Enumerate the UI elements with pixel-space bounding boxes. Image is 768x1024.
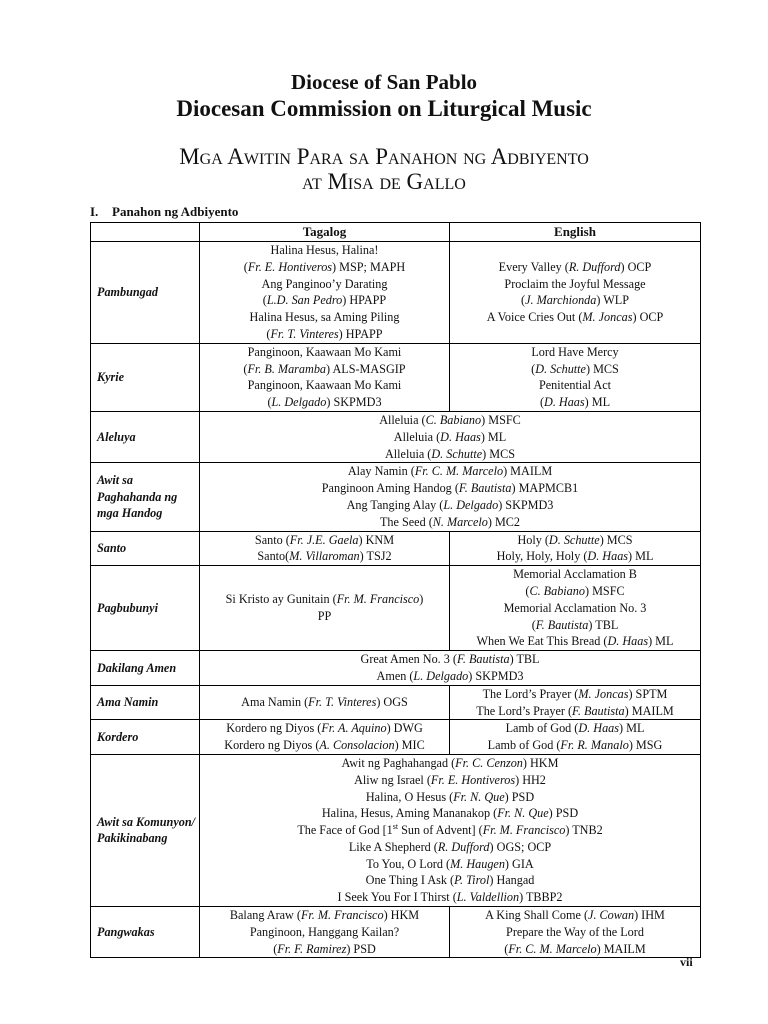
shared-songs-cell xyxy=(200,463,701,531)
song-text: ( xyxy=(266,326,271,341)
header-empty-cell xyxy=(91,223,200,242)
english-songs-cell xyxy=(450,907,701,958)
song-text: ) MCS xyxy=(482,446,515,461)
song-entry-line xyxy=(202,377,447,394)
song-entry-line xyxy=(202,361,447,378)
song-text: ) HPAPP xyxy=(338,326,383,341)
composer-name: F. Bautista xyxy=(456,652,510,667)
song-text: Panginoon, Kaawaan Mo Kami xyxy=(247,378,402,393)
composer-name: L. Delgado xyxy=(443,497,499,512)
composer-name: Fr. M. Francisco xyxy=(300,908,384,923)
song-entry-line xyxy=(202,394,447,411)
song-text: Panginoon, Kaawaan Mo Kami xyxy=(247,344,402,359)
row-label: Pangwakas xyxy=(91,907,200,958)
composer-name: J. Marchionda xyxy=(525,293,597,308)
song-entry-line xyxy=(202,907,447,924)
song-entry-line xyxy=(202,924,447,941)
song-entry-line xyxy=(202,548,447,565)
song-entry-line xyxy=(452,566,698,583)
song-text: ( xyxy=(539,395,545,410)
song-text: PP xyxy=(317,609,332,624)
song-entry-line xyxy=(202,276,447,293)
composer-name: P. Tirol xyxy=(454,873,490,888)
song-text: ) TBL xyxy=(509,652,540,667)
song-entry-line xyxy=(452,617,698,634)
song-text: Ang Panginoo’y Darating xyxy=(261,276,388,291)
table-row-awit-sa-komunyon-pakikinabang xyxy=(91,754,701,906)
song-text: When We Eat This Bread ( xyxy=(476,634,608,649)
composer-name: D. Schutte xyxy=(431,446,483,461)
song-entry-line xyxy=(452,394,698,411)
song-text: Alay Namin ( xyxy=(347,464,415,479)
song-text: ( xyxy=(504,941,509,956)
composer-name: L. Delgado xyxy=(413,668,469,683)
composer-name: D. Haas xyxy=(440,429,481,444)
song-entry-line xyxy=(452,907,698,924)
song-text: ) PSD xyxy=(504,789,535,804)
song-text: ) ALS-MASGIP xyxy=(326,361,406,376)
row-label: Awit sa Komunyon/ Pakikinabang xyxy=(91,754,200,906)
song-entry-line xyxy=(452,548,698,565)
composer-name: M. Joncas xyxy=(582,310,633,325)
song-text: ) ML xyxy=(619,721,645,736)
song-entry-line xyxy=(452,686,698,703)
song-text: ( xyxy=(531,361,536,376)
song-text: Lord Have Mercy xyxy=(531,344,619,359)
song-text: ( xyxy=(521,293,526,308)
song-text: ) ML xyxy=(648,634,674,649)
song-entry-line xyxy=(202,429,698,446)
song-text: ) PSD xyxy=(548,806,579,821)
table-row-aleluya xyxy=(91,411,701,462)
song-text: ) DWG xyxy=(386,721,423,736)
table-row-pangwakas xyxy=(91,907,701,958)
composer-name: Fr. T. Vinteres xyxy=(270,326,339,341)
song-text: ) SPTM xyxy=(628,686,668,701)
composer-name: D. Schutte xyxy=(548,532,600,547)
song-text: ) HKM xyxy=(383,908,420,923)
song-text: ) MSG xyxy=(628,738,663,753)
song-text: ) TNB2 xyxy=(565,823,603,838)
song-text: Proclaim the Joyful Message xyxy=(504,276,646,291)
song-text: ) PSD xyxy=(346,941,376,956)
song-text: ) IHM xyxy=(634,908,665,923)
song-entry-line xyxy=(452,600,698,617)
row-label: Kyrie xyxy=(91,343,200,411)
song-text: ) HKM xyxy=(522,755,559,770)
song-text: ) MSP; MAPH xyxy=(332,259,406,274)
composer-name: Fr. T. Vinteres xyxy=(308,695,377,710)
tagalog-songs-cell xyxy=(200,720,450,755)
song-entry-line xyxy=(202,755,698,772)
composer-name: Fr. M. Francisco xyxy=(336,592,420,607)
song-entry-line xyxy=(452,309,698,326)
composer-name: D. Haas xyxy=(578,721,620,736)
composer-name: Fr. N. Que xyxy=(497,806,549,821)
song-text: Sun of Advent] ( xyxy=(398,823,483,838)
song-table-body xyxy=(91,242,701,958)
song-text: Prepare the Way of the Lord xyxy=(506,924,644,939)
tagalog-songs-cell xyxy=(200,343,450,411)
table-header-row xyxy=(91,223,701,242)
song-text: ) SKPMD3 xyxy=(498,497,554,512)
section-heading xyxy=(90,204,238,220)
song-entry-line xyxy=(202,872,698,889)
song-entry-line xyxy=(452,532,698,549)
document-title-line-1: Mga Awitin Para sa Panahon ng Adbiyento xyxy=(179,144,589,169)
song-text: Halina, Hesus, Aming Mananakop ( xyxy=(321,806,498,821)
song-entry-line xyxy=(452,924,698,941)
song-entry-line xyxy=(202,720,447,737)
song-text: Santo( xyxy=(257,549,290,564)
composer-name: F. Bautista xyxy=(572,703,625,718)
song-text: Every Valley ( xyxy=(498,259,569,274)
english-songs-cell xyxy=(450,343,701,411)
song-text: ) OGS; OCP xyxy=(489,839,552,854)
english-songs-cell xyxy=(450,566,701,651)
song-entry-line xyxy=(452,941,698,958)
song-entry-line xyxy=(452,344,698,361)
song-text: Awit ng Paghahangad ( xyxy=(341,755,456,770)
song-text: ) TSJ2 xyxy=(359,549,392,564)
song-entry-line xyxy=(452,276,698,293)
composer-name: R. Dufford xyxy=(437,839,490,854)
composer-name: Fr. C. Cenzon xyxy=(455,755,523,770)
song-text: ) Hangad xyxy=(489,873,535,888)
song-text: ) MAILM xyxy=(596,941,646,956)
composer-name: Fr. C. M. Marcelo xyxy=(508,941,597,956)
song-entry-line xyxy=(452,737,698,754)
song-text: Penitential Act xyxy=(538,378,612,393)
column-header-tagalog: Tagalog xyxy=(200,223,450,242)
song-text: ( xyxy=(262,293,267,308)
song-text: ) KNM xyxy=(358,532,395,547)
song-text: ) SKPMD3 xyxy=(468,668,524,683)
composer-name: R. Dufford xyxy=(568,259,621,274)
song-entry-line xyxy=(202,737,447,754)
song-entry-line xyxy=(202,651,698,668)
song-text: ) MAPMCB1 xyxy=(511,481,579,496)
song-text: ) MCS xyxy=(599,532,633,547)
song-text: A Voice Cries Out ( xyxy=(486,310,583,325)
composer-name: M. Villaroman xyxy=(289,549,360,564)
composer-name: Fr. F. Ramirez xyxy=(277,941,347,956)
song-text: I Seek You For I Thirst ( xyxy=(337,890,457,905)
song-entry-line xyxy=(202,941,447,958)
song-entry-line xyxy=(202,292,447,309)
section-title: Panahon ng Adbiyento xyxy=(112,204,239,219)
composer-name: Fr. B. Maramba xyxy=(247,361,327,376)
document-title-line-2: at Misa de Gallo xyxy=(302,169,466,194)
song-text: ) xyxy=(419,592,424,607)
row-label: Awit sa Paghahanda ng mga Handog xyxy=(91,463,200,531)
song-entry-line xyxy=(202,480,698,497)
composer-name: L. Valdellion xyxy=(456,890,520,905)
song-text: Great Amen No. 3 ( xyxy=(360,652,457,667)
song-text: Like A Shepherd ( xyxy=(348,839,438,854)
composer-name: Fr. J.E. Gaela xyxy=(289,532,359,547)
song-text: Alleluia ( xyxy=(379,412,426,427)
composer-name: D. Haas xyxy=(587,549,629,564)
row-label: Kordero xyxy=(91,720,200,755)
song-text: Ama Namin ( xyxy=(241,695,309,710)
song-entry-line xyxy=(452,361,698,378)
song-text: ( xyxy=(243,259,248,274)
section-number: I. xyxy=(90,204,99,219)
song-entry-line xyxy=(202,242,447,259)
song-entry-line xyxy=(202,694,447,711)
song-text: Si Kristo ay Gunitain ( xyxy=(225,592,337,607)
composer-name: Fr. E. Hontiveros xyxy=(430,772,516,787)
song-entry-line xyxy=(452,720,698,737)
column-header-english: English xyxy=(450,223,701,242)
row-label: Santo xyxy=(91,531,200,566)
tagalog-songs-cell xyxy=(200,907,450,958)
song-entry-line xyxy=(202,309,447,326)
song-entry-line xyxy=(202,412,698,429)
song-text: ) MAILM xyxy=(624,703,674,718)
song-entry-line xyxy=(202,497,698,514)
song-entry-line xyxy=(202,259,447,276)
composer-name: A. Consolacion xyxy=(319,738,395,753)
table-row-kordero xyxy=(91,720,701,755)
song-text: ) ML xyxy=(480,429,507,444)
shared-songs-cell xyxy=(200,411,701,462)
song-text: Halina Hesus, Halina! xyxy=(270,243,379,257)
song-text: The Lord’s Prayer ( xyxy=(482,686,579,701)
tagalog-songs-cell xyxy=(200,685,450,720)
table-row-awit-sa-paghahanda-ng-mga-handog xyxy=(91,463,701,531)
song-text: Panginoon, Hanggang Kailan? xyxy=(249,924,400,939)
composer-name: Fr. M. Francisco xyxy=(482,823,566,838)
song-text: ) MAILM xyxy=(503,464,553,479)
composer-name: Fr. R. Manalo xyxy=(560,738,629,753)
song-text: ) OGS xyxy=(376,695,408,710)
song-text: Ang Tanging Alay ( xyxy=(346,497,444,512)
song-text: Kordero ng Diyos ( xyxy=(226,721,322,736)
song-text: ) TBL xyxy=(588,617,619,632)
song-text: To You, O Lord ( xyxy=(366,856,451,871)
song-text: Memorial Acclamation B xyxy=(513,567,637,582)
song-entry-line xyxy=(202,608,447,625)
composer-name: D. Schutte xyxy=(535,361,586,376)
composer-name: C. Babiano xyxy=(425,412,482,427)
song-entry-line xyxy=(452,377,698,394)
song-text: ( xyxy=(267,395,272,410)
song-text: Halina, O Hesus ( xyxy=(365,789,454,804)
table-row-dakilang-amen xyxy=(91,651,701,686)
composer-name: L. Delgado xyxy=(271,395,327,410)
song-text: ( xyxy=(243,361,248,376)
composer-name: D. Haas xyxy=(544,395,585,410)
song-entry-line xyxy=(202,344,447,361)
row-label: Pambungad xyxy=(91,242,200,344)
song-text: ) MC2 xyxy=(487,514,521,529)
song-text: Amen ( xyxy=(376,668,414,683)
song-text: One Thing I Ask ( xyxy=(365,873,455,888)
song-text: ) MCS xyxy=(585,361,619,376)
composer-name: Fr. A. Aquino xyxy=(321,721,387,736)
song-entry-line xyxy=(202,668,698,685)
song-entry-line xyxy=(202,591,447,608)
song-text: ) ML xyxy=(584,395,611,410)
composer-name: Fr. E. Hontiveros xyxy=(247,259,333,274)
song-entry-line xyxy=(202,839,698,856)
song-text: Holy ( xyxy=(517,532,549,547)
song-entry-line xyxy=(202,789,698,806)
song-text: Panginoon Aming Handog ( xyxy=(321,481,459,496)
song-text: Memorial Acclamation No. 3 xyxy=(503,600,647,615)
song-entry-line xyxy=(202,772,698,789)
song-text: Holy, Holy, Holy ( xyxy=(496,549,588,564)
song-text: ) WLP xyxy=(596,293,629,308)
song-entry-line xyxy=(452,633,698,650)
song-text: st xyxy=(392,822,399,832)
english-songs-cell xyxy=(450,720,701,755)
shared-songs-cell xyxy=(200,651,701,686)
song-text: ) HH2 xyxy=(515,772,546,787)
composer-name: N. Marcelo xyxy=(432,514,488,529)
song-text: Balang Araw ( xyxy=(229,908,301,923)
song-text: ) OCP xyxy=(620,259,652,274)
page-number: vii xyxy=(680,955,693,969)
shared-songs-cell xyxy=(200,754,701,906)
table-row-ama-namin xyxy=(91,685,701,720)
song-text: ( xyxy=(273,941,278,956)
song-entry-line xyxy=(452,583,698,600)
english-songs-cell xyxy=(450,242,701,344)
table-row-santo xyxy=(91,531,701,566)
row-label: Aleluya xyxy=(91,411,200,462)
composer-name: M. Haugen xyxy=(450,856,505,871)
diocese-title: Diocese of San Pablo xyxy=(290,70,478,94)
composer-name: C. Babiano xyxy=(529,583,585,598)
song-entry-line xyxy=(202,822,698,839)
commission-title: Diocesan Commission on Liturgical Music xyxy=(176,96,592,121)
composer-name: Fr. N. Que xyxy=(453,789,505,804)
song-text: ) OCP xyxy=(632,310,664,325)
composer-name: L.D. San Pedro xyxy=(266,293,343,308)
song-entry-line xyxy=(202,805,698,822)
composer-name: F. Bautista xyxy=(535,617,589,632)
song-text: The Lord’s Prayer ( xyxy=(476,703,573,718)
table-row-pagbubunyi xyxy=(91,566,701,651)
song-text: ) MSFC xyxy=(584,583,625,598)
english-songs-cell xyxy=(450,685,701,720)
song-text: ( xyxy=(531,617,536,632)
song-text: The Seed ( xyxy=(379,514,433,529)
composer-name: J. Cowan xyxy=(588,908,635,923)
song-text: The Face of God [1 xyxy=(297,823,393,838)
song-text: ) GIA xyxy=(504,856,534,871)
english-songs-cell xyxy=(450,531,701,566)
song-entry-line xyxy=(202,446,698,463)
table-row-pambungad xyxy=(91,242,701,344)
song-text: Halina Hesus, sa Aming Piling xyxy=(249,310,400,325)
table-row-kyrie xyxy=(91,343,701,411)
song-entry-line xyxy=(202,856,698,873)
song-text: Lamb of God ( xyxy=(505,721,579,736)
composer-name: Fr. C. M. Marcelo xyxy=(414,464,504,479)
song-entry-line xyxy=(202,514,698,531)
row-label: Ama Namin xyxy=(91,685,200,720)
song-text: Lamb of God ( xyxy=(487,738,561,753)
composer-name: D. Haas xyxy=(607,634,649,649)
song-entry-line xyxy=(452,703,698,720)
song-entry-line xyxy=(202,463,698,480)
song-entry-line xyxy=(202,889,698,906)
song-text: A King Shall Come ( xyxy=(485,908,589,923)
song-entry-line xyxy=(452,259,698,276)
song-entry-line xyxy=(202,532,447,549)
song-text: ) SKPMD3 xyxy=(326,395,382,410)
song-text: Aliw ng Israel ( xyxy=(354,772,431,787)
row-label: Pagbubunyi xyxy=(91,566,200,651)
song-text: Kordero ng Diyos ( xyxy=(224,738,320,753)
song-text: Santo ( xyxy=(254,532,290,547)
song-text: ) TBBP2 xyxy=(519,890,563,905)
song-text: ) MSFC xyxy=(481,412,521,427)
song-text: ( xyxy=(525,583,530,598)
composer-name: M. Joncas xyxy=(578,686,629,701)
song-text: Alleluia ( xyxy=(393,429,441,444)
composer-name: F. Bautista xyxy=(458,481,512,496)
song-entry-line xyxy=(202,326,447,343)
song-text: ) MIC xyxy=(394,738,425,753)
song-text: ) ML xyxy=(628,549,654,564)
song-table xyxy=(90,222,701,958)
song-text: ) HPAPP xyxy=(342,293,387,308)
tagalog-songs-cell xyxy=(200,566,450,651)
song-text: Alleluia ( xyxy=(384,446,432,461)
tagalog-songs-cell xyxy=(200,242,450,344)
song-entry-line xyxy=(452,292,698,309)
tagalog-songs-cell xyxy=(200,531,450,566)
row-label: Dakilang Amen xyxy=(91,651,200,686)
